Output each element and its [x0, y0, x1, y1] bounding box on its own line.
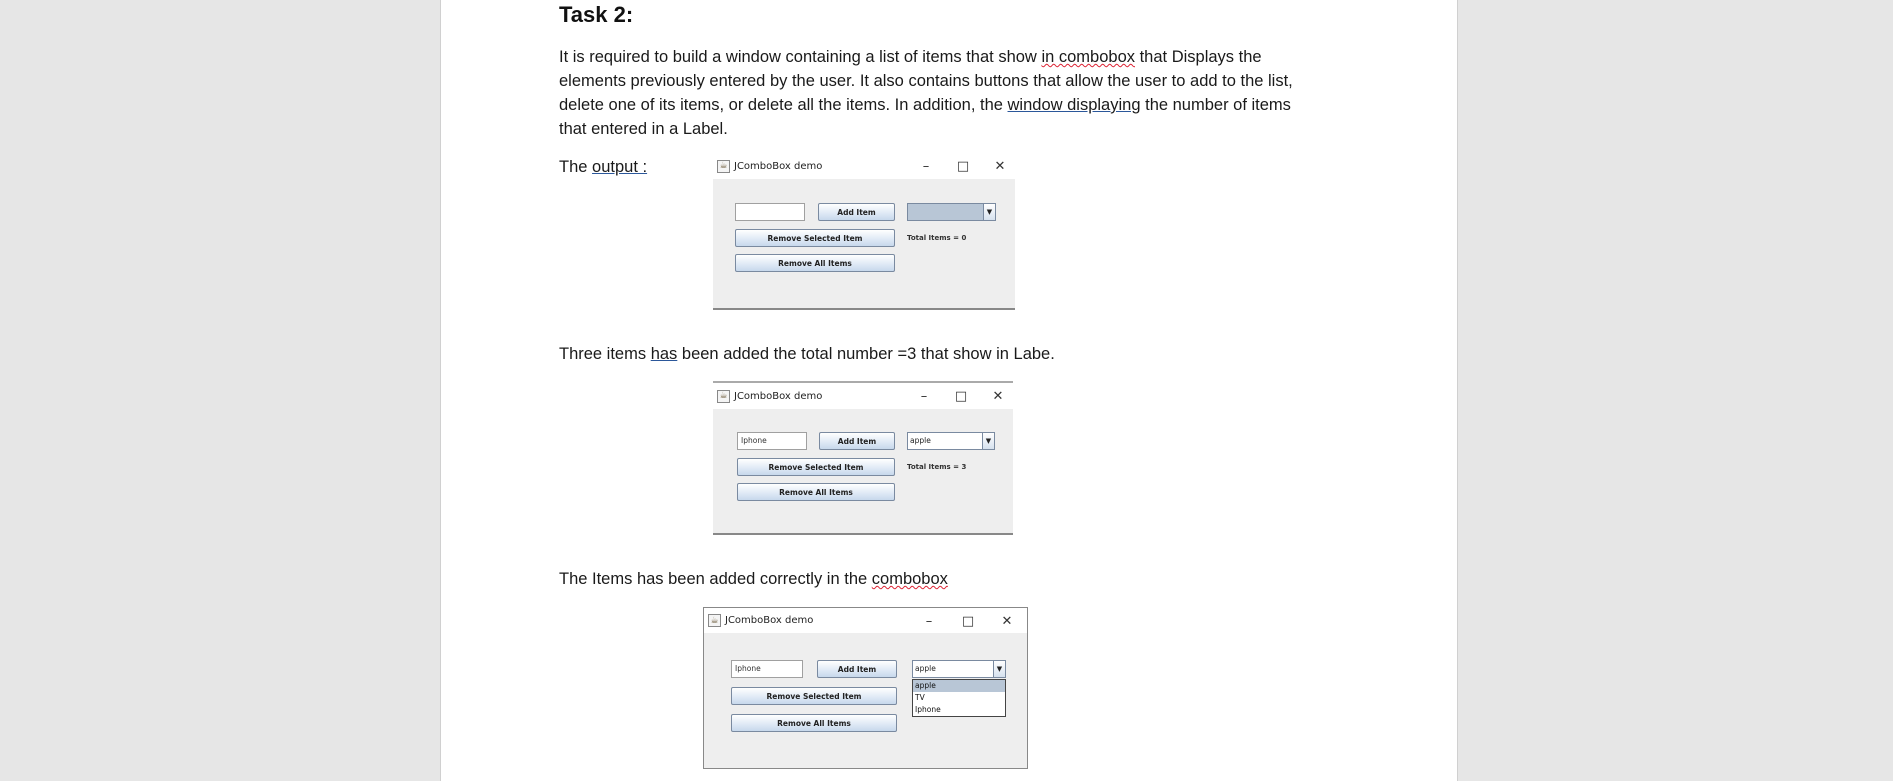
jcombobox-window-2	[713, 381, 1013, 535]
item-text-field[interactable]	[735, 203, 805, 221]
chevron-down-icon[interactable]: ▼	[983, 204, 995, 220]
add-item-button[interactable]: Add Item	[819, 432, 895, 450]
intro-line-3a: delete one of its items, or delete all the items. In addition, the	[559, 96, 1003, 114]
java-icon: ☕	[708, 614, 721, 627]
minimize-icon[interactable]: –	[922, 158, 930, 174]
remove-all-button[interactable]: Remove All Items	[737, 483, 895, 501]
output-link: output :	[592, 158, 648, 176]
item-text-field[interactable]: Iphone	[731, 660, 803, 678]
maximize-icon[interactable]: □	[961, 613, 975, 629]
window-title: JComboBox demo	[725, 615, 814, 626]
caption-items-added: The Items has been added correctly in the combobox	[559, 570, 948, 588]
remove-selected-button[interactable]: Remove Selected Item	[735, 229, 895, 247]
remove-selected-button[interactable]: Remove Selected Item	[737, 458, 895, 476]
intro-line-1a: It is required to build a window containing a list of items that show	[559, 48, 1037, 66]
intro-line-1b: that Displays the	[1139, 48, 1262, 66]
remove-selected-button[interactable]: Remove Selected Item	[731, 687, 897, 705]
caption-three-items: Three items has been added the total number =3 that show in Labe.	[559, 345, 1055, 363]
items-combobox[interactable]	[907, 203, 996, 221]
window-titlebar	[704, 608, 1027, 633]
total-items-label: Total Items = 3	[907, 463, 967, 471]
page-title: Task 2:	[559, 2, 634, 27]
remove-all-button[interactable]: Remove All Items	[731, 714, 897, 732]
intro-paragraph	[559, 45, 1293, 141]
remove-all-button[interactable]: Remove All Items	[735, 254, 895, 272]
dropdown-option[interactable]: TV	[915, 693, 925, 702]
add-item-button[interactable]: Add Item	[817, 660, 897, 678]
caption-link-has: has	[650, 345, 678, 363]
combobox-dropdown-list	[912, 679, 1006, 717]
maximize-icon[interactable]: □	[956, 158, 970, 174]
intro-link-window-displaying: window displaying	[1007, 96, 1141, 114]
intro-line-3b: the number of items	[1145, 96, 1291, 114]
dropdown-option[interactable]: apple	[913, 680, 1005, 692]
total-items-label: Total Items = 0	[907, 234, 967, 242]
chevron-down-icon[interactable]: ▼	[982, 433, 994, 449]
document-page	[440, 0, 1458, 781]
dropdown-option[interactable]: Iphone	[915, 705, 941, 714]
caption-link-combobox: combobox	[871, 570, 948, 588]
maximize-icon[interactable]: □	[954, 388, 968, 404]
items-combobox[interactable]: apple ▼	[907, 432, 995, 450]
close-icon[interactable]: ✕	[994, 158, 1006, 174]
java-icon: ☕	[717, 390, 730, 403]
intro-line-2: elements previously entered by the user. It also contains buttons that allow the user to add to the list,	[559, 72, 1293, 90]
items-combobox[interactable]: apple ▼	[912, 660, 1006, 678]
intro-link-combobox: in combobox	[1041, 48, 1135, 66]
window-title: JComboBox demo	[734, 160, 823, 172]
jcombobox-window-3	[703, 607, 1028, 769]
close-icon[interactable]: ✕	[992, 388, 1004, 404]
window-titlebar	[713, 383, 1013, 409]
close-icon[interactable]: ✕	[1001, 613, 1013, 629]
window-title: JComboBox demo	[734, 390, 823, 402]
window-titlebar	[713, 153, 1015, 179]
intro-line-4: that entered in a Label.	[559, 120, 728, 138]
add-item-button[interactable]: Add Item	[818, 203, 895, 221]
output-label: The output :	[559, 158, 648, 176]
chevron-down-icon[interactable]: ▼	[993, 661, 1005, 677]
jcombobox-window-1	[713, 153, 1015, 310]
item-text-field[interactable]: Iphone	[737, 432, 807, 450]
minimize-icon[interactable]: –	[925, 613, 933, 629]
minimize-icon[interactable]: –	[920, 388, 928, 404]
java-icon: ☕	[717, 160, 730, 173]
